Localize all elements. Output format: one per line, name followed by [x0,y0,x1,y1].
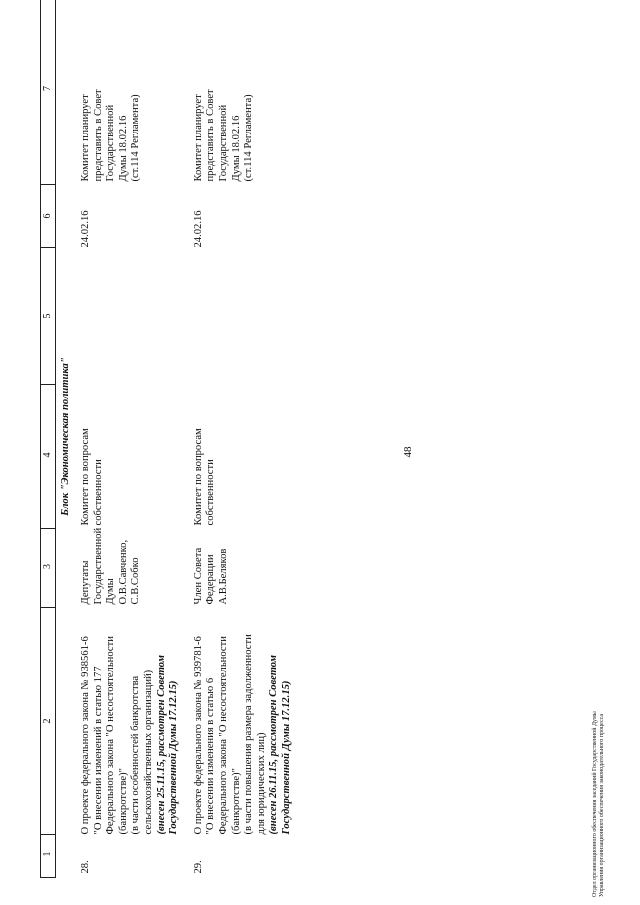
date-cell: 24.02.16 [80,210,91,248]
footer-line: Управления организационного обеспечения законодательного процесса [599,713,605,897]
column-header-6: 6 [41,185,56,248]
status-line: Комитет планирует [192,94,204,182]
initiator-line: Государственной [92,527,104,605]
description-line: (в части повышения размера задолженности [243,634,255,835]
initiator-line: О.В.Савченко, [117,539,129,605]
committee [78,385,191,529]
status-line: Думы 18.02.16 [230,115,242,182]
description-line: О проекте федерального закона № 939781-6 [192,636,204,835]
table-row [191,0,304,878]
status-line: представить в Совет [92,89,104,182]
committee-line: Комитет по вопросам [192,428,204,526]
date-cell: 24.02.16 [192,210,204,248]
description-line: (банкротстве)" [117,768,129,835]
bill-note-line: Государственной Думы 17.12.15) [280,680,292,835]
footer-line: Отдел организационного обеспечения заседаний Государственной Думы [592,711,598,897]
committee-line: собственности [205,459,217,526]
section-row [56,0,79,878]
section-title: Блок "Экономическая политика" [60,357,71,516]
description-line: (в части особенностей банкротства [130,675,142,835]
committee-line: Комитет по вопросам [80,428,91,526]
status-line: (ст.114 Регламента) [130,94,142,182]
initiator [191,529,304,608]
column-5-cell [78,248,191,385]
description-line: "О внесении изменений в статью 177 [92,666,104,835]
page-number: 48 [402,446,414,458]
footer [592,711,606,897]
row-number: 29. [192,860,204,874]
description-line: "О внесении изменения в статью 6 [205,677,217,835]
column-header-5: 5 [41,248,56,385]
column-header-3: 3 [41,529,56,608]
initiator-line: Федерации [205,554,217,605]
status-line: Государственной [217,104,229,182]
column-header-4: 4 [41,385,56,529]
bill-note-line: (внесен 25.11.15, рассмотрен Советом [155,655,167,835]
rotated-page [40,16,350,878]
bills-table [40,0,304,878]
bill-description [78,608,191,835]
column-header-row [41,0,56,878]
committee-line: собственности [92,459,104,526]
status-line: Думы 18.02.16 [117,115,129,182]
description-line: сельскохозяйственных организаций) [142,669,154,835]
initiator-line: С.В.Собко [130,557,142,605]
committee [191,385,304,529]
initiator-line: Думы [105,578,117,605]
bill-note-line: Государственной Думы 17.12.15) [168,680,180,835]
description-line: Федерального закона "О несостоятельности [105,636,117,835]
initiator-line: Член Совета [192,547,204,605]
description-line: (банкротстве)" [230,768,242,835]
bill-description [191,608,304,835]
column-header-2: 2 [41,608,56,835]
column-header-1: 1 [41,835,56,878]
status-cell [191,0,304,185]
status-line: Государственной [105,104,117,182]
initiator-line: Депутаты [80,560,91,605]
description-line: Федерального закона "О несостоятельности [217,636,229,835]
description-line: для юридических лиц) [255,732,267,835]
status-cell [78,0,191,185]
status-line: (ст.114 Регламента) [243,94,255,182]
column-5-cell [191,248,304,385]
table-row [78,0,191,878]
description-line: О проекте федерального закона № 938561-6 [80,636,91,835]
bill-note-line: (внесен 26.11.15, рассмотрен Советом [268,655,280,835]
status-line: Комитет планирует [80,94,91,182]
status-line: представить в Совет [205,89,217,182]
initiator [78,529,191,608]
column-header-7: 7 [41,0,56,185]
initiator-line: А.В.Беляков [217,548,229,605]
row-number: 28. [80,860,91,874]
